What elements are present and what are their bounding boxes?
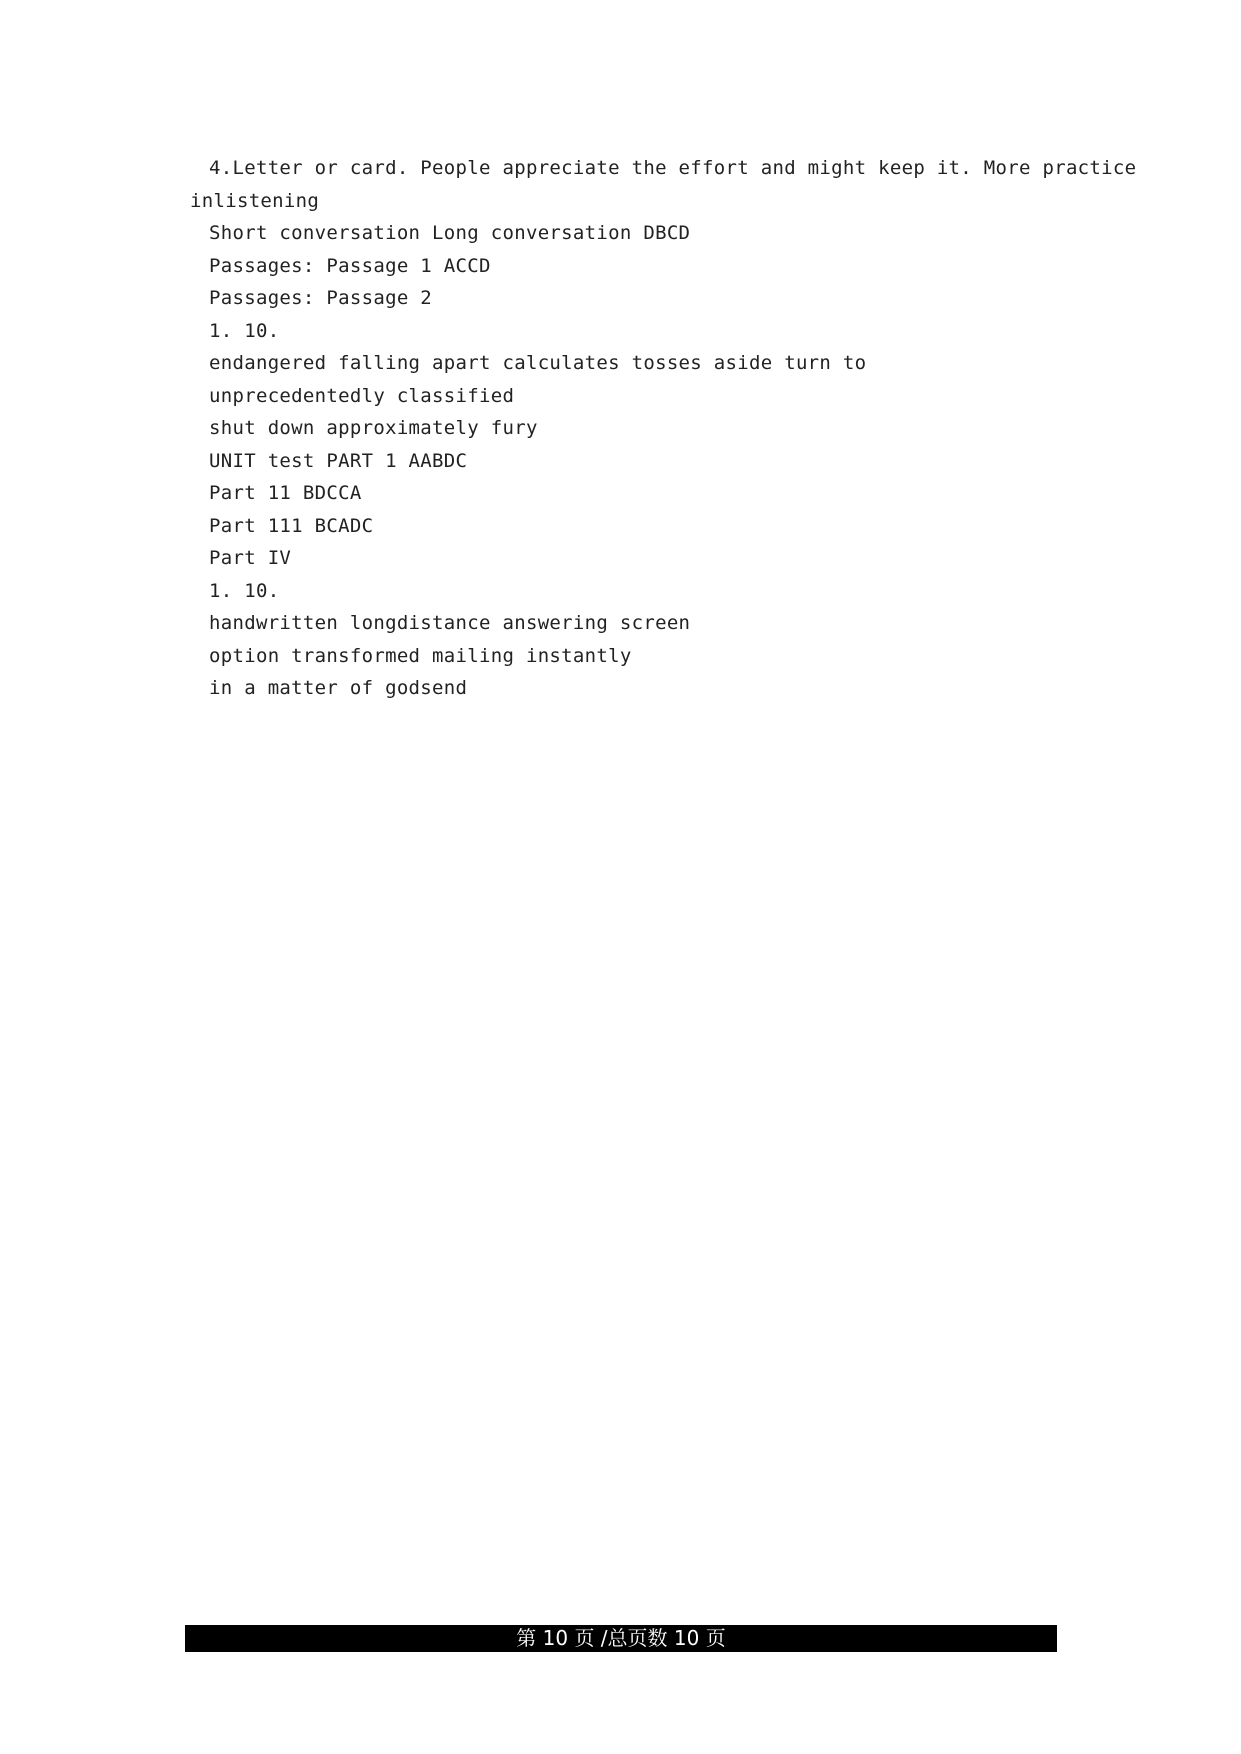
page-footer (185, 1625, 1057, 1652)
document-body (190, 152, 1137, 705)
text-line: inlistening (190, 189, 320, 212)
text-line: option transformed mailing instantly (209, 644, 632, 667)
text-line: Part 111 BCADC (209, 514, 374, 537)
text-line: Part IV (209, 547, 292, 569)
text-line: shut down approximately fury (209, 417, 538, 439)
page-number-text: 第 10 页 /总页数 10 页 (516, 1626, 726, 1650)
text-line: 1. 10. (209, 579, 280, 602)
text-line: Part 11 BDCCA (209, 482, 362, 504)
text-line: Passages: Passage 2 (209, 287, 433, 309)
text-line: Passages: Passage 1 ACCD (209, 254, 491, 277)
text-line: in a matter of godsend (209, 677, 468, 699)
text-line: handwritten longdistance answering screen (209, 612, 691, 634)
text-line: 4.Letter or card. People appreciate the effort and might keep it. More practice (209, 157, 1137, 179)
text-line: UNIT test PART 1 AABDC (209, 449, 468, 472)
text-line: endangered falling apart calculates tosses aside turn to (209, 352, 867, 374)
text-line: Short conversation Long conversation DBCD (209, 222, 691, 244)
text-line: 1. 10. (209, 319, 280, 342)
text-line: unprecedentedly classified (209, 384, 515, 407)
